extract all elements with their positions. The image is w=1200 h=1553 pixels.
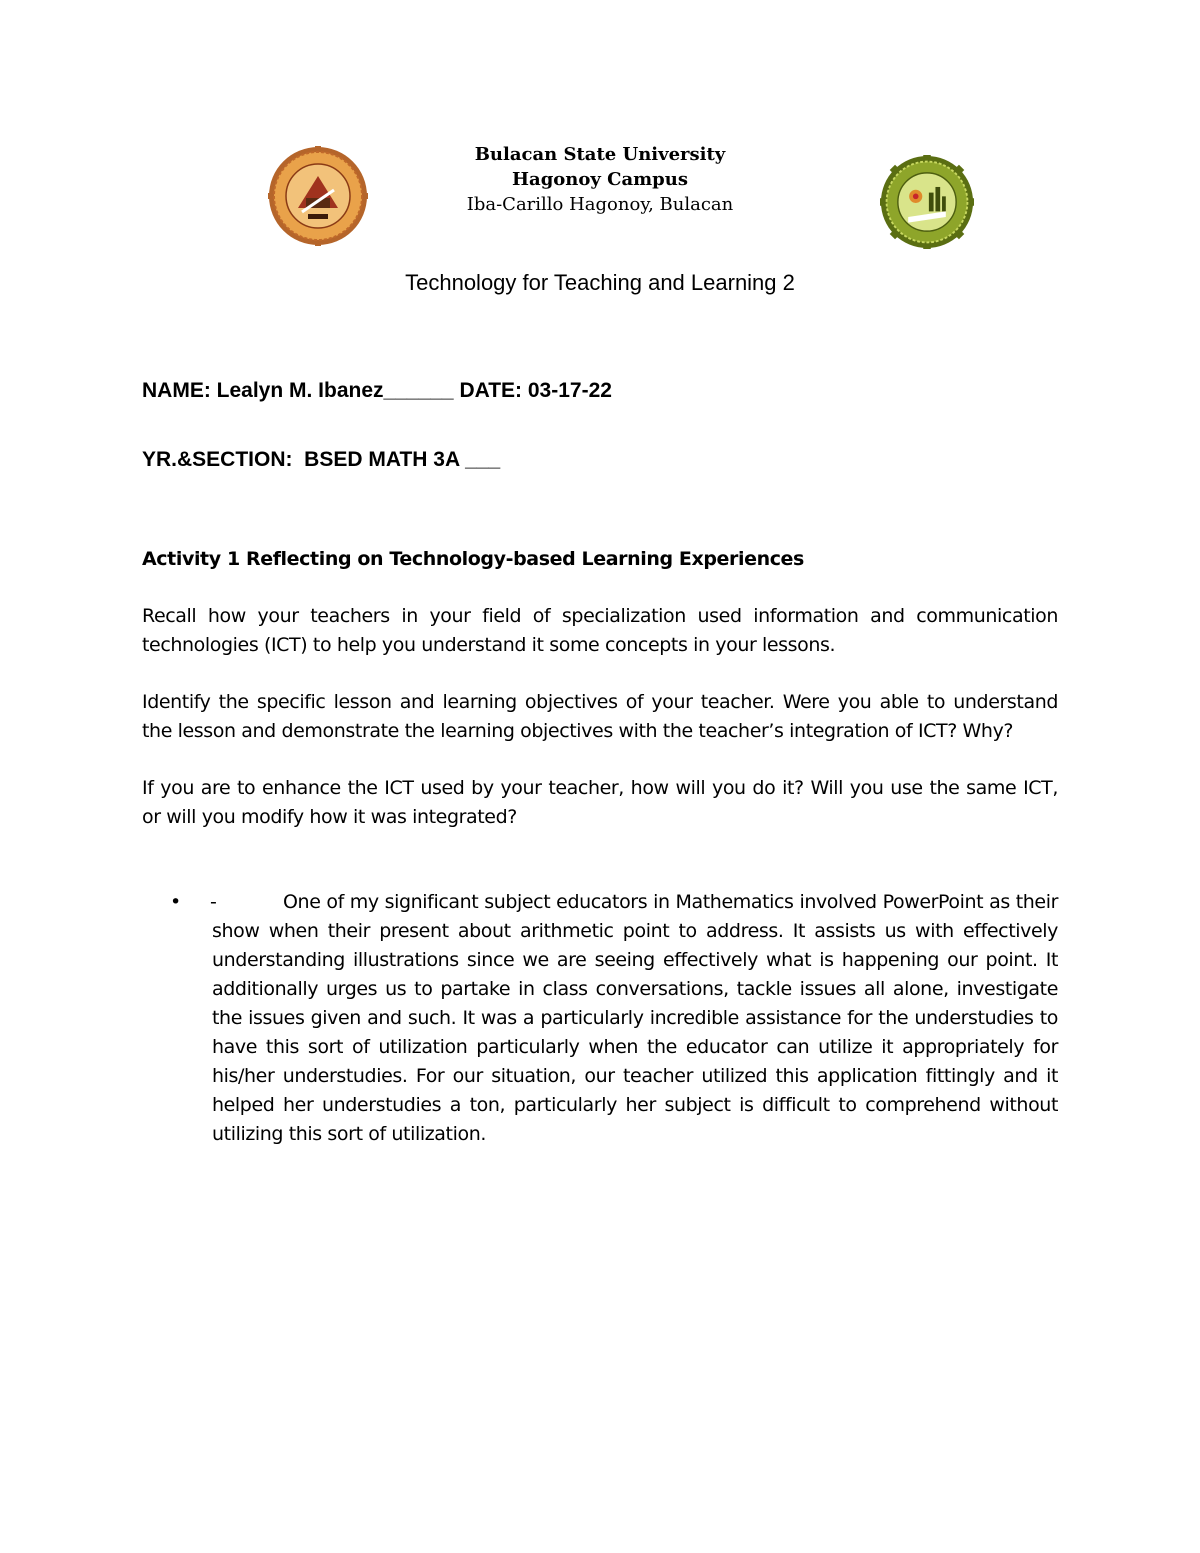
hagonoy-campus-seal-icon <box>880 155 974 249</box>
answer-list-item <box>170 888 1058 1149</box>
university-header <box>400 142 800 217</box>
bullet-icon: • <box>170 891 181 913</box>
university-name: Bulacan State University <box>474 144 726 165</box>
instruction-paragraph-3: If you are to enhance the ICT used by your teacher, how will you do it? Will you use the same ICT, or will you modify how it was integrated? <box>142 777 1058 828</box>
instruction-paragraph-1: Recall how your teachers in your field of specialization used information and communication technologies (ICT) to help you understand it some concepts in your lessons. <box>142 605 1058 656</box>
year-section-line: YR.&SECTION: BSED MATH 3A ___ <box>142 448 501 471</box>
dash-marker: - <box>210 891 217 913</box>
campus-address: Iba-Carillo Hagonoy, Bulacan <box>466 194 734 215</box>
answer-text: One of my significant subject educators in Mathematics involved PowerPoint as their show when their present about arithmetic point to address. It assists us with effectively understanding illustrations since we are seeing effectively what is happening our point. It additionally urges us to partake in class conversations, tackle issues all alone, investigate the issues given and such. It was a particularly incredible assistance for the understudies to have this sort of utilization particularly when the educator can utilize it appropriately for his/her understudies. For our situation, our teacher utilized this application fittingly and it helped her understudies a ton, particularly her subject is difficult to comprehend without utilizing this sort of utilization. <box>212 891 1058 1145</box>
activity-title: Activity 1 Reflecting on Technology-based Learning Experiences <box>142 548 804 570</box>
name-date-line: NAME: Lealyn M. Ibanez______ DATE: 03-17-22 <box>142 379 612 402</box>
course-title: Technology for Teaching and Learning 2 <box>405 270 795 295</box>
instruction-paragraph-2: Identify the specific lesson and learning objectives of your teacher. Were you able to understand the lesson and demonstrate the learning objectives with the teacher’s integration of ICT? Why? <box>142 691 1058 742</box>
bulsu-seal-icon <box>268 146 368 246</box>
campus-name: Hagonoy Campus <box>512 169 688 190</box>
